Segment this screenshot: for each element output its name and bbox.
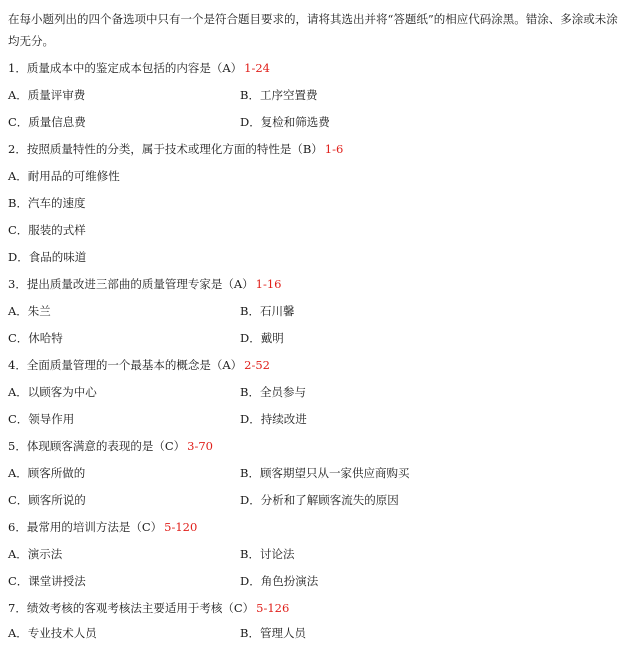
option-c: C．顾客所说的 (8, 493, 86, 507)
option-a: A．顾客所做的 (8, 466, 86, 480)
page-reference: 1-16 (255, 277, 282, 291)
option-c: C．课堂讲授法 (8, 574, 86, 588)
option-d: D．持续改进 (240, 412, 307, 426)
question-2 (8, 138, 343, 160)
question-5 (8, 435, 213, 457)
option-d: D．食品的味道 (8, 250, 87, 264)
question-stem: 6．最常用的培训方法是（C） (8, 520, 163, 534)
option-b: B．全员参与 (240, 385, 306, 399)
option-b: B．汽车的速度 (8, 196, 86, 210)
option-c: C．服装的式样 (8, 223, 86, 237)
option-c: C．质量信息费 (8, 115, 86, 129)
option-a: A．朱兰 (8, 304, 51, 318)
option-c: C．领导作用 (8, 412, 75, 426)
option-c: C．休哈特 (8, 331, 63, 345)
page-reference: 2-52 (244, 358, 270, 372)
question-stem: 2．按照质量特性的分类，属于技术或理化方面的特性是（B） (8, 142, 323, 156)
instructions: 在每小题列出的四个备选项中只有一个是符合题目要求的，请将其选出并将“答题纸”的相应代码涂黑。错涂、多涂或未涂均无分。 (8, 12, 618, 48)
option-d: D．戴明 (240, 331, 284, 345)
option-a: A．演示法 (8, 547, 63, 561)
question-1 (8, 57, 270, 79)
option-b: B．工序空置费 (240, 88, 318, 102)
option-d: D．复检和筛选费 (240, 115, 330, 129)
page-reference: 3-70 (187, 439, 213, 453)
option-a: A．质量评审费 (8, 88, 86, 102)
option-b: B．管理人员 (240, 626, 306, 640)
option-a: A．专业技术人员 (8, 626, 97, 640)
page-reference: 1-6 (324, 142, 344, 156)
question-stem: 3．提出质量改进三部曲的质量管理专家是（A） (8, 277, 254, 291)
question-stem: 4．全面质量管理的一个最基本的概念是（A） (8, 358, 243, 372)
option-a: A．耐用品的可维修性 (8, 169, 120, 183)
option-a: A．以顾客为中心 (8, 385, 97, 399)
page-reference: 1-24 (244, 61, 270, 75)
question-4 (8, 354, 270, 376)
question-3 (8, 273, 281, 295)
option-b: B．讨论法 (240, 547, 295, 561)
option-b: B．顾客期望只从一家供应商购买 (240, 466, 410, 480)
question-stem: 7．绩效考核的客观考核法主要适用于考核（C） (8, 601, 255, 615)
page-reference: 5-120 (164, 520, 198, 534)
option-b: B．石川馨 (240, 304, 295, 318)
question-7 (8, 597, 289, 619)
page-reference: 5-126 (256, 601, 290, 615)
question-stem: 5．体现顾客满意的表现的是（C） (8, 439, 186, 453)
option-d: D．角色扮演法 (240, 574, 319, 588)
option-d: D．分析和了解顾客流失的原因 (240, 493, 399, 507)
question-6 (8, 516, 197, 538)
question-stem: 1．质量成本中的鉴定成本包括的内容是（A） (8, 61, 243, 75)
